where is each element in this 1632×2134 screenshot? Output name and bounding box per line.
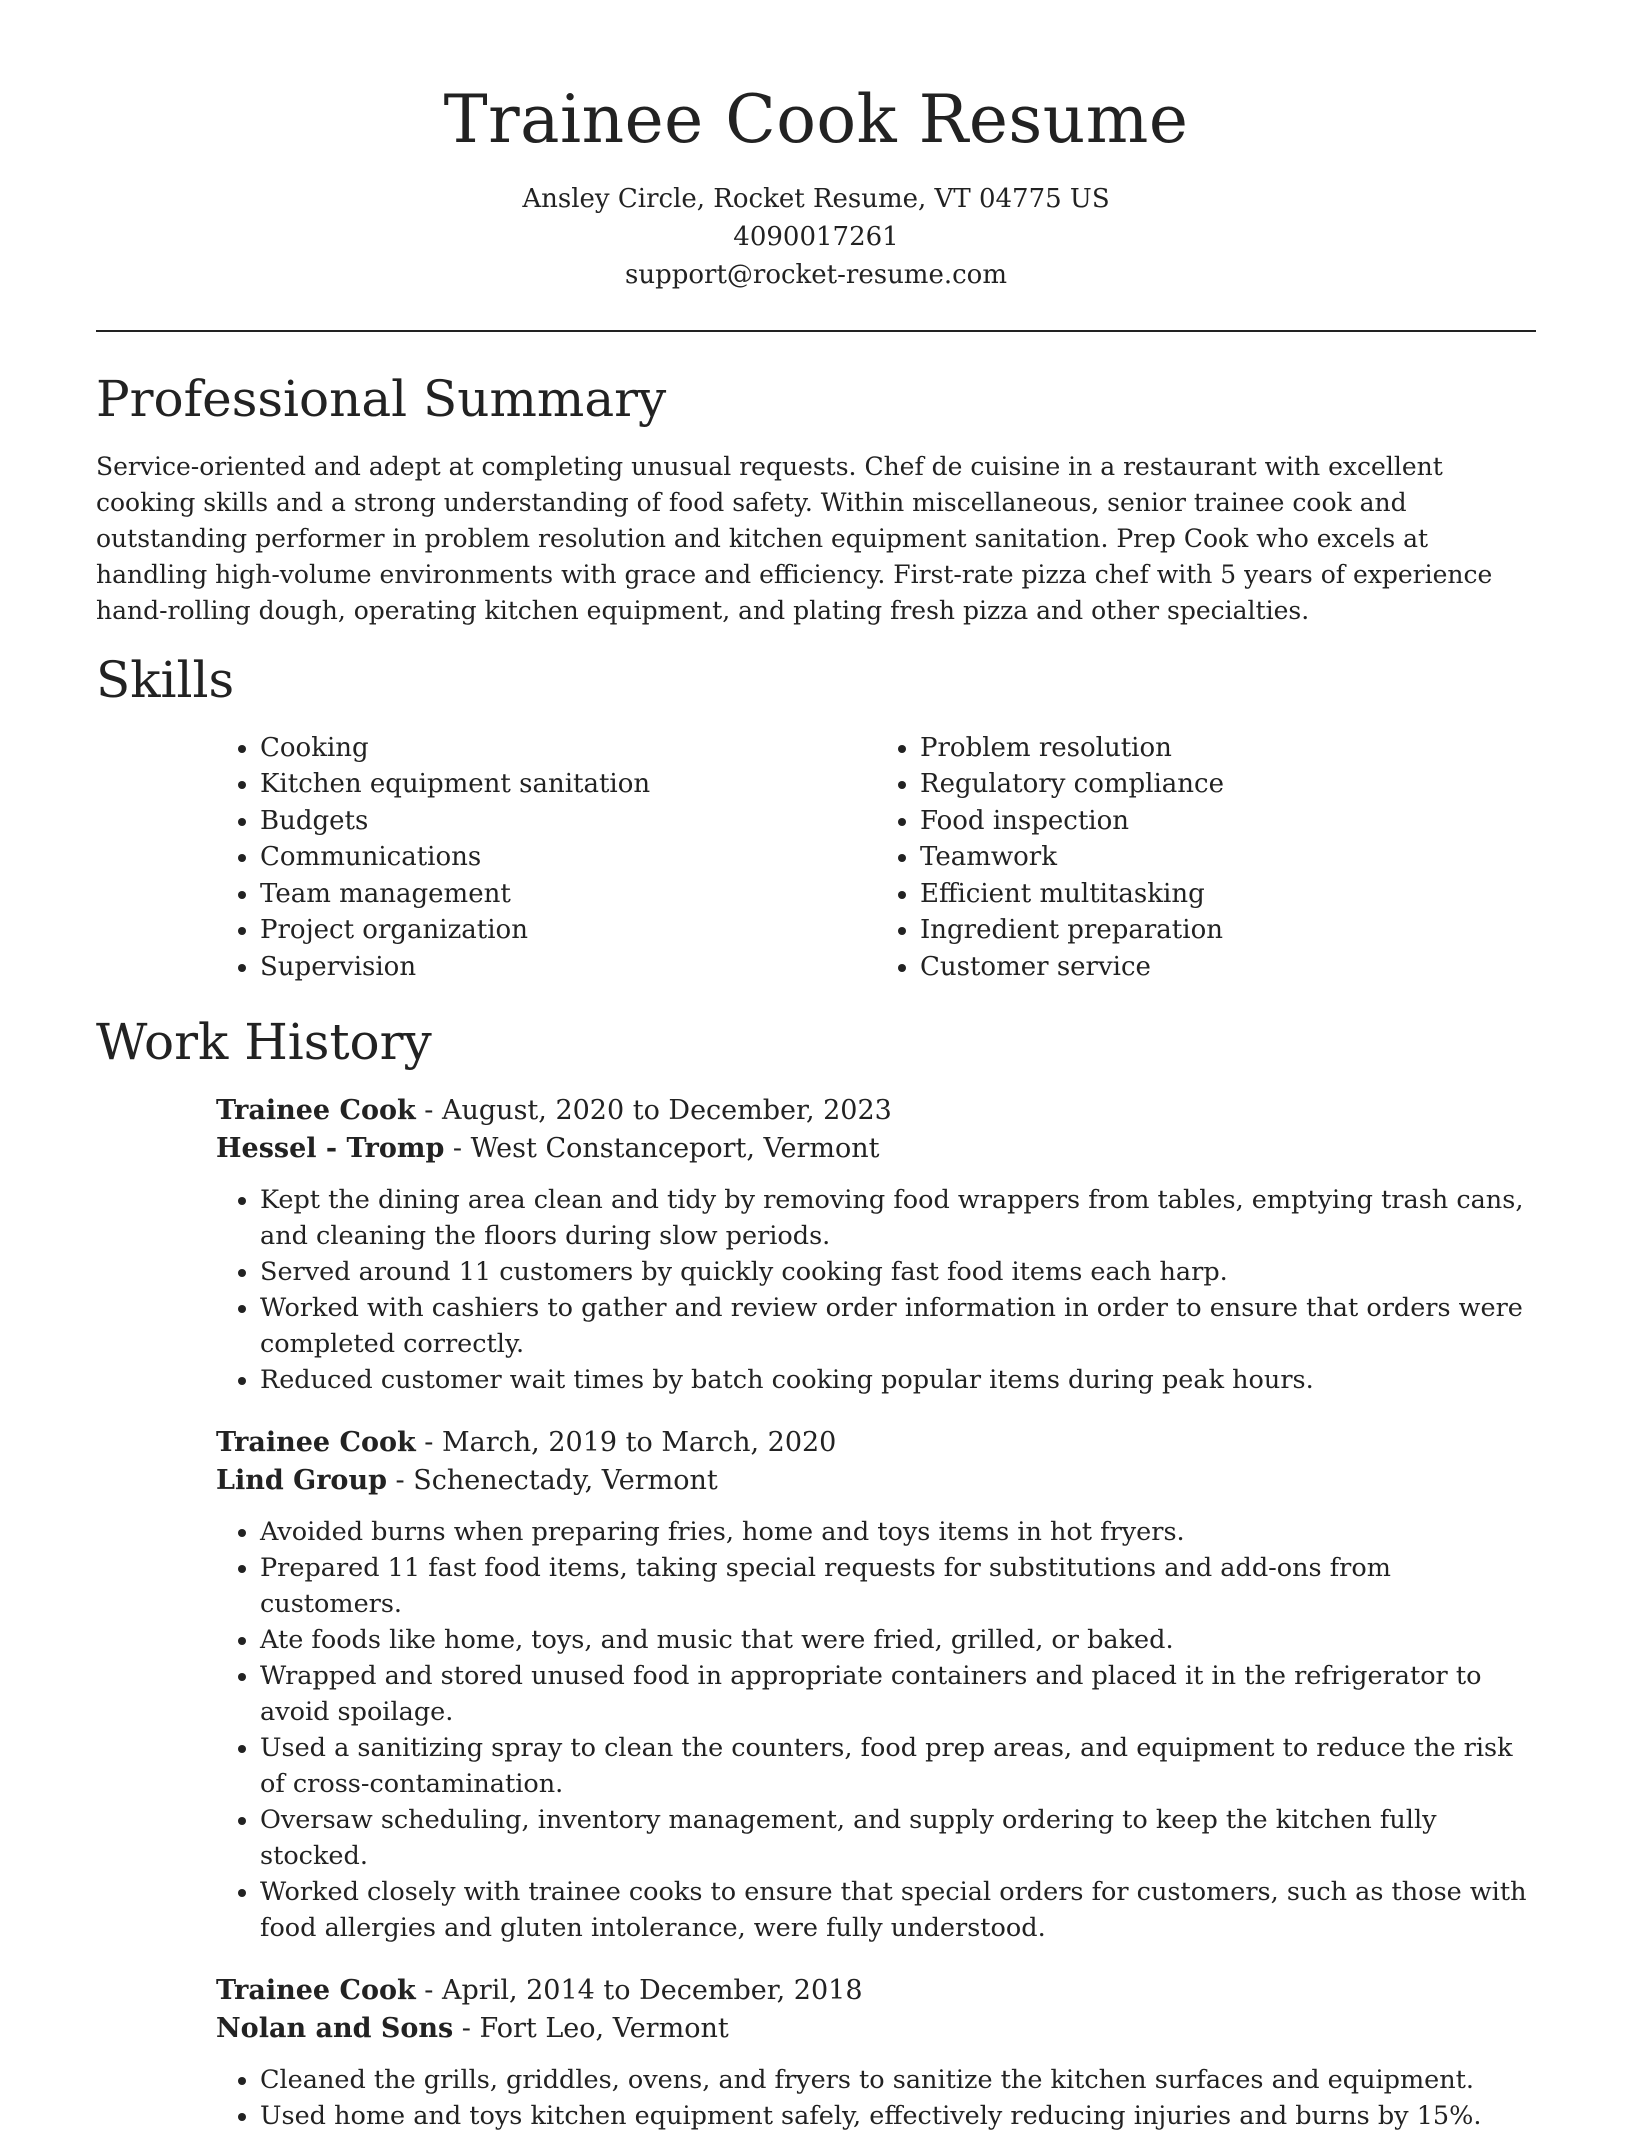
job-bullet: • Reduced customer wait times by batch cooking popular items during peak hours.: [260, 1362, 1536, 1398]
summary-heading: Professional Summary: [96, 369, 667, 428]
skill-item: • Supervision: [260, 949, 876, 986]
skill-item: • Communications: [260, 839, 876, 876]
job-dates: - March, 2019 to March, 2020: [415, 1427, 837, 1459]
job-bullets: [216, 1514, 1536, 1946]
job-company-line: [216, 1462, 1536, 1500]
job-bullet: • Ate foods like home, toys, and music that were fried, grilled, or baked.: [260, 1622, 1536, 1658]
skill-item: • Efficient multitasking: [920, 876, 1536, 913]
job-entry: [216, 1972, 1536, 2134]
job-company-line: [216, 1130, 1536, 1168]
skill-item: • Problem resolution: [920, 730, 1536, 767]
job-company: Lind Group: [216, 1465, 387, 1497]
contact-block: [96, 180, 1536, 294]
job-dates: - August, 2020 to December, 2023: [415, 1095, 892, 1127]
resume-header: [96, 0, 1536, 294]
job-bullet: • Avoided burns when preparing fries, home and toys items in hot fryers.: [260, 1514, 1536, 1550]
job-position: Trainee Cook: [216, 1427, 416, 1459]
job-position: Trainee Cook: [216, 1095, 416, 1127]
skill-item: • Project organization: [260, 912, 876, 949]
job-dates: - April, 2014 to December, 2018: [415, 1975, 863, 2007]
skill-item: • Customer service: [920, 949, 1536, 986]
job-bullet: • Oversaw scheduling, inventory management, and supply ordering to keep the kitchen fully stocked.: [260, 1802, 1536, 1874]
job-bullet: • Worked with cashiers to gather and review order information in order to ensure that orders were completed correctly.: [260, 1290, 1536, 1362]
summary-text: Service-oriented and adept at completing unusual requests. Chef de cuisine in a restaurant with excellent cooking skills and a strong understanding of food safety. Within miscellaneous, senior trainee cook and outstanding performer in problem resolution and kitchen equipment sanitation. Prep Cook who excels at handling high-volume environments with grace and efficiency. First-rate pizza chef with 5 years of experience hand-rolling dough, operating kitchen equipment, and plating fresh pizza and other specialties.: [96, 451, 1493, 625]
skill-item: • Ingredient preparation: [920, 912, 1536, 949]
job-bullets: [216, 2062, 1536, 2134]
skills-heading: Skills: [96, 650, 235, 709]
job-bullet: • Cleaned the grills, griddles, ovens, and fryers to sanitize the kitchen surfaces and equipment.: [260, 2062, 1536, 2098]
skill-item: • Team management: [260, 876, 876, 913]
job-bullet: • Worked closely with trainee cooks to ensure that special orders for customers, such as those with food allergies and gluten intolerance, were fully understood.: [260, 1874, 1536, 1946]
skill-item: • Teamwork: [920, 839, 1536, 876]
job-bullet: • Used home and toys kitchen equipment safely, effectively reducing injuries and burns by 15%.: [260, 2098, 1536, 2134]
work-history-heading: Work History: [96, 1013, 432, 1072]
job-location: - Schenectady, Vermont: [386, 1465, 718, 1497]
header-divider: [96, 330, 1536, 332]
job-bullet: • Kept the dining area clean and tidy by removing food wrappers from tables, emptying trash cans, and cleaning the floors during slow periods.: [260, 1182, 1536, 1254]
phone: 4090017261: [733, 221, 899, 252]
job-bullet: • Prepared 11 fast food items, taking special requests for substitutions and add-ons from customers.: [260, 1550, 1536, 1622]
skills-list: [216, 730, 1536, 986]
job-location: - West Constanceport, Vermont: [444, 1133, 880, 1165]
job-bullet: • Used a sanitizing spray to clean the counters, food prep areas, and equipment to reduce the risk of cross-contamination.: [260, 1730, 1536, 1802]
work-history-list: [96, 1092, 1536, 2134]
job-title-line: [216, 1092, 1536, 1130]
skill-item: • Regulatory compliance: [920, 766, 1536, 803]
job-entry: [216, 1424, 1536, 1946]
job-location: - Fort Leo, Vermont: [453, 2013, 729, 2045]
skill-item: • Kitchen equipment sanitation: [260, 766, 876, 803]
skill-item: • Food inspection: [920, 803, 1536, 840]
job-title-line: [216, 1424, 1536, 1462]
job-company-line: [216, 2010, 1536, 2048]
email: support@rocket-resume.com: [624, 259, 1007, 290]
job-company: Hessel - Tromp: [216, 1133, 445, 1165]
skills-column-right: [876, 730, 1536, 986]
job-bullet: • Served around 11 customers by quickly cooking fast food items each harp.: [260, 1254, 1536, 1290]
skills-column-left: [216, 730, 876, 986]
job-company: Nolan and Sons: [216, 2013, 454, 2045]
job-entry: [216, 1092, 1536, 1398]
resume-title: Trainee Cook Resume: [443, 81, 1189, 158]
job-bullet: • Wrapped and stored unused food in appropriate containers and placed it in the refrigerator to avoid spoilage.: [260, 1658, 1536, 1730]
job-position: Trainee Cook: [216, 1975, 416, 2007]
address: Ansley Circle, Rocket Resume, VT 04775 US: [522, 183, 1110, 214]
job-title-line: [216, 1972, 1536, 2010]
skill-item: • Cooking: [260, 730, 876, 767]
skill-item: • Budgets: [260, 803, 876, 840]
job-bullets: [216, 1182, 1536, 1398]
